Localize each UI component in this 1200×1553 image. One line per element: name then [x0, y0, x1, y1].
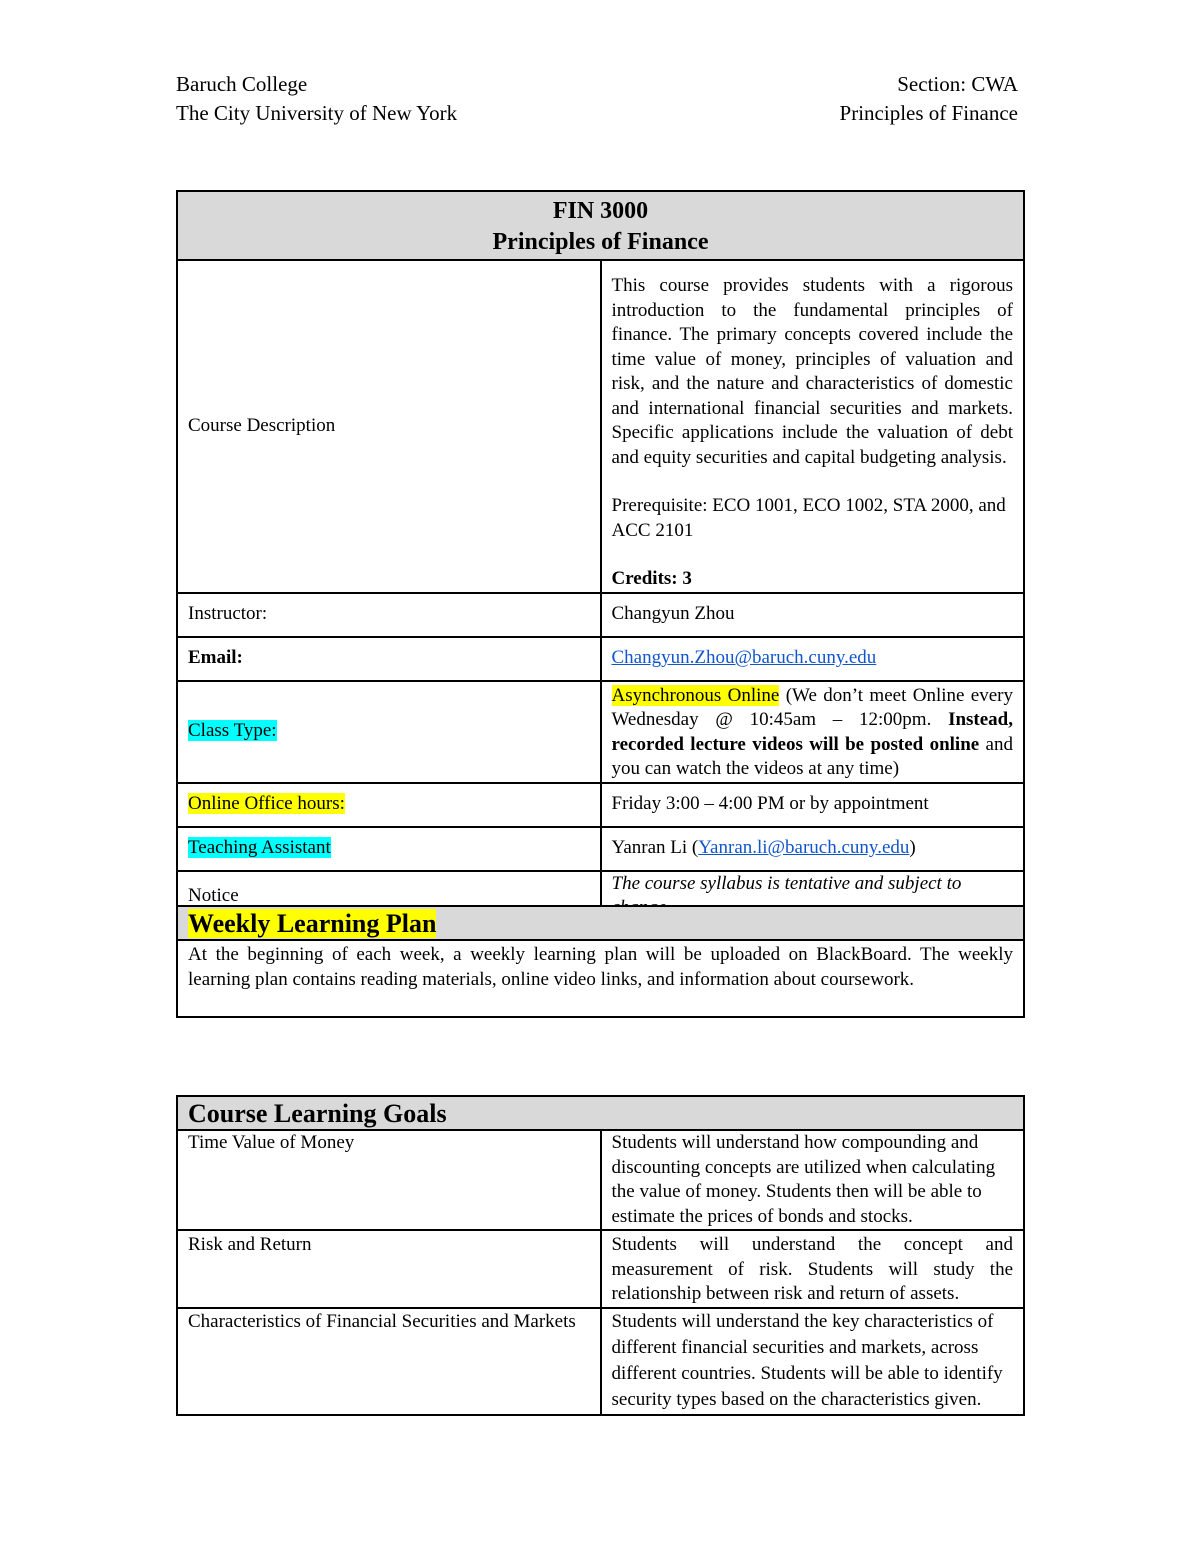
page-header-right [840, 70, 1018, 128]
college-name: Baruch College [176, 72, 308, 96]
weekly-plan-body: At the beginning of each week, a weekly learning plan will be uploaded on BlackBoard. The weekly learning plan contains reading materials, online video links, and information about coursework. [177, 940, 1024, 1017]
course-title-cell [177, 191, 1024, 260]
course-name: Principles of Finance [839, 101, 1018, 125]
notice-label: Notice [177, 871, 601, 922]
description-label: Course Description [177, 260, 601, 593]
ta-cell [601, 827, 1025, 871]
goal-text: Students will understand the key characteristics of different financial securities and markets, across different countries. Students will be able to identify security types based on the characteristics given. [601, 1308, 1025, 1415]
class-type-highlight: Asynchronous Online [611, 684, 780, 706]
weekly-plan-title-cell [177, 906, 1024, 940]
ta-label: Teaching Assistant [188, 837, 331, 859]
section-label: Section: CWA [897, 72, 1018, 96]
instructor-email-link[interactable]: Changyun.Zhou@baruch.cuny.edu [611, 647, 877, 669]
course-title: Principles of Finance [492, 229, 709, 255]
page-header-left [176, 70, 457, 128]
goal-text: Students will understand the concept and measurement of risk. Students will study the relationship between risk and return of assets. [601, 1230, 1025, 1308]
prerequisite: Prerequisite: ECO 1001, ECO 1002, STA 2000, and ACC 2101 [611, 495, 1006, 541]
class-type-label-cell [177, 681, 601, 783]
email-cell [601, 637, 1025, 681]
goal-label: Time Value of Money [177, 1130, 601, 1230]
goal-row [177, 1230, 1024, 1308]
ta-label-cell [177, 827, 601, 871]
goal-row [177, 1308, 1024, 1415]
weekly-plan-table [176, 905, 1025, 1018]
office-hours: Friday 3:00 – 4:00 PM or by appointment [601, 783, 1025, 827]
class-type-label: Class Type: [188, 720, 277, 742]
weekly-plan-title: Weekly Learning Plan [188, 909, 437, 938]
notice-text: The course syllabus is tentative and subject to [601, 871, 1025, 922]
course-code: FIN 3000 [552, 198, 649, 224]
course-description: This course provides students with a rigorous introduction to the fundamental principles of finance. The primary concepts covered include the time value of money, principles of valuation and risk, and the nature and characteristics of domestic and international financial securities and markets. Specific applications include the valuation of debt and equity securities and capital budgeting analysis. [611, 275, 1013, 468]
ta-email-link[interactable]: Yanran.li@baruch.cuny.edu [698, 837, 910, 859]
description-cell [601, 260, 1025, 593]
office-hours-label: Online Office hours: [188, 793, 345, 815]
email-label: Email: [177, 637, 601, 681]
goal-row [177, 1130, 1024, 1230]
class-type-bold: Instead, recorded lecture videos will be posted online [611, 709, 1013, 755]
class-type-cell [601, 681, 1025, 783]
goal-text: Students will understand how compounding and discounting concepts are utilized when calculating the value of money. Students then will be able to estimate the prices of bonds and stocks. [601, 1130, 1025, 1230]
instructor-label: Instructor: [177, 593, 601, 637]
ta-name: Yanran Li ( [611, 837, 699, 859]
class-type-end: and you can watch the videos at any time) [611, 733, 1013, 779]
office-hours-label-cell [177, 783, 601, 827]
university-name: The City University of New York [176, 101, 458, 125]
class-type-text: (We don’t meet Online every Wednesday @ 10:45am – 12:00pm. [611, 684, 1013, 730]
learning-goals-title: Course Learning Goals [177, 1096, 1024, 1130]
course-info-table [176, 190, 1025, 923]
learning-goals-table [176, 1095, 1025, 1416]
ta-close: ) [909, 837, 916, 859]
instructor-name: Changyun Zhou [601, 593, 1025, 637]
credits: Credits: 3 [611, 568, 692, 589]
goal-label: Characteristics of Financial Securities and Markets [177, 1308, 601, 1415]
goal-label: Risk and Return [177, 1230, 601, 1308]
